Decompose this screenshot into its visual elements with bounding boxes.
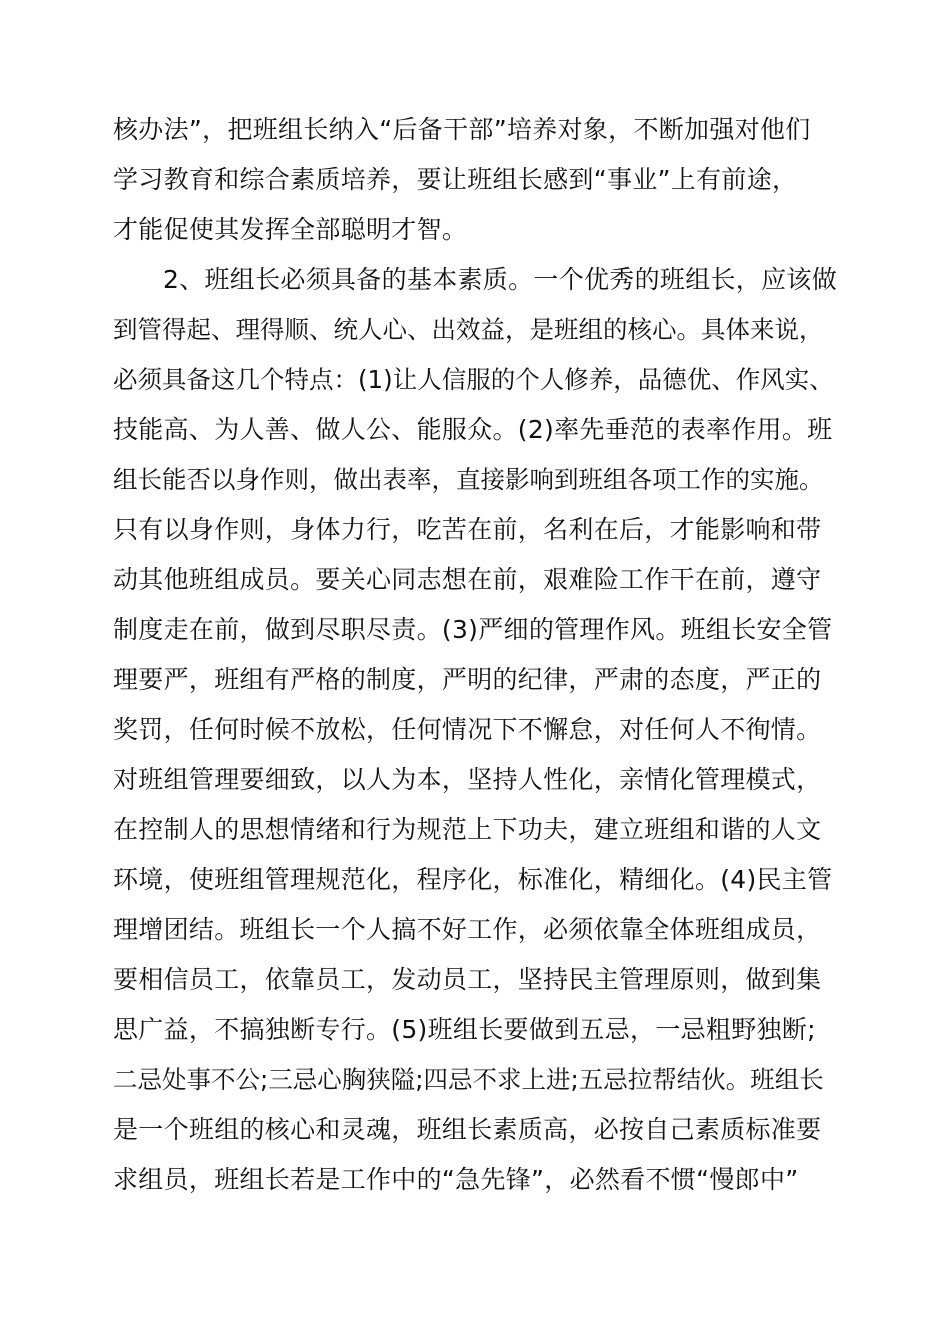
text-line: 核办法”，把班组长纳入“后备干部”培养对象，不断加强对他们 (113, 115, 811, 144)
text-line: 思广益，不搞独断专行。(5)班组长要做到五忌，一忌粗野独断; (113, 1015, 816, 1044)
text-line: 环境，使班组管理规范化，程序化，标准化，精细化。(4)民主管 (113, 865, 833, 894)
text-line: 必须具备这几个特点：(1)让人信服的个人修养，品德优、作风实、 (113, 365, 834, 394)
text-line: 制度走在前，做到尽职尽责。(3)严细的管理作风。班组长安全管 (113, 615, 833, 644)
text-line: 技能高、为人善、做人公、能服众。(2)率先垂范的表率作用。班 (113, 415, 833, 444)
text-line: 才能促使其发挥全部聪明才智。 (113, 215, 468, 244)
text-line: 是一个班组的核心和灵魂，班组长素质高，必按自己素质标准要 (113, 1115, 822, 1144)
text-line: 只有以身作则，身体力行，吃苦在前，名利在后，才能影响和带 (113, 515, 822, 544)
paragraph-first-line: 2、班组长必须具备的基本素质。一个优秀的班组长，应该做 (163, 265, 838, 294)
text-line: 动其他班组成员。要关心同志想在前，艰难险工作干在前，遵守 (113, 565, 822, 594)
text-line: 要相信员工，依靠员工，发动员工，坚持民主管理原则，做到集 (113, 965, 822, 994)
text-line: 求组员，班组长若是工作中的“急先锋”，必然看不惯“慢郎中” (113, 1165, 799, 1194)
text-line: 理要严，班组有严格的制度，严明的纪律，严肃的态度，严正的 (113, 665, 822, 694)
text-line: 组长能否以身作则，做出表率，直接影响到班组各项工作的实施。 (113, 465, 824, 494)
text-line: 对班组管理要细致，以人为本，坚持人性化，亲情化管理模式， (113, 765, 822, 794)
text-line: 学习教育和综合素质培养，要让班组长感到“事业”上有前途， (113, 165, 798, 194)
text-line: 二忌处事不公;三忌心胸狭隘;四忌不求上进;五忌拉帮结伙。班组长 (113, 1065, 824, 1094)
text-line: 理增团结。班组长一个人搞不好工作，必须依靠全体班组成员， (113, 915, 822, 944)
text-line: 奖罚，任何时候不放松，任何情况下不懈怠，对任何人不徇情。 (113, 715, 822, 744)
text-line: 在控制人的思想情绪和行为规范上下功夫，建立班组和谐的人文 (113, 815, 822, 844)
text-line: 到管得起、理得顺、统人心、出效益，是班组的核心。具体来说， (113, 315, 824, 344)
